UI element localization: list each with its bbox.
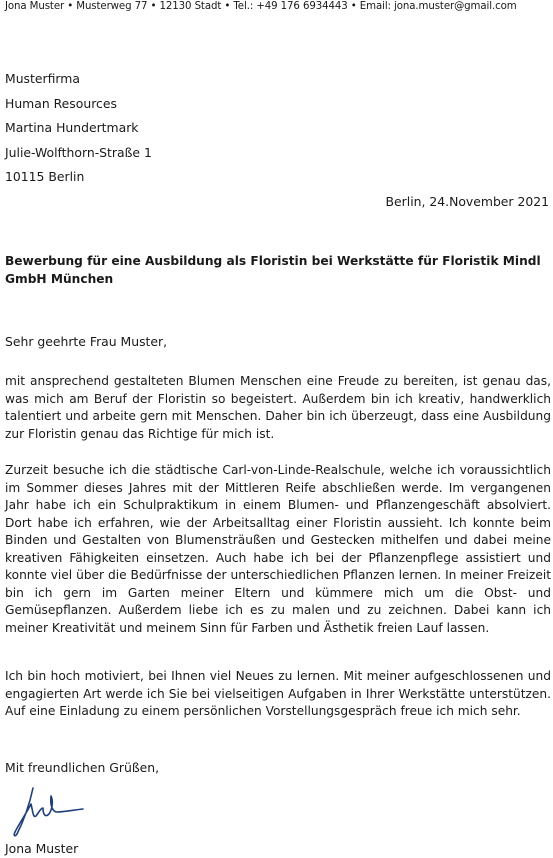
letter-date: Berlin, 24.November 2021 [385,194,549,209]
recipient-street: Julie-Wolfthorn-Straße 1 [5,144,152,160]
handwritten-signature [3,782,103,838]
salutation: Sehr geehrte Frau Muster, [5,334,168,349]
recipient-company: Musterfirma [5,71,80,86]
sender-address-line: Jona Muster • Musterweg 77 • 12130 Stadt • Tel.: +49 176 6934443 • Email: jona.muster@gmail.com [5,1,517,12]
body-paragraph: Zurzeit besuche ich die städtische Carl-von-Linde-Realschule, welche ich voraussichtlich im Sommer dieses Jahres mit der Mittleren Reife abschließen werde. Im vergangenen Jahr habe ich ein Schulpraktikum in einem Blumen- und Pflanzengeschäft absolviert. Dort habe ich erfahren, wie der Arbeitsalltag einer Floristin aussieht. Ich konnte beim Binden und Gestalten von Blumensträußen und Gestecken mithelfen und dabei meine kreativen Fähigkeiten einsetzen. Auch habe ich bei der Pflanzenpflege assistiert und konnte viel über die Bedürfnisse der unterschiedlichen Pflanzen lernen. In meiner Freizeit bin ich gern im Garten meiner Eltern und kümmere mich um die Obst- und Gemüsepflanzen. Außerdem liebe ich es zu malen und zu zeichnen. Dabei kann ich meiner Kreativität und meinem Sinn für Farben und Ästhetik freien Lauf lassen. [5,463,551,635]
recipient-address-block [5,69,152,192]
letter-subject: Bewerbung für eine Ausbildung als Floristin bei Werkstätte für Floristik Mindl GmbH München [5,254,541,286]
recipient-department: Human Resources [5,95,117,111]
body-paragraph: mit ansprechend gestalteten Blumen Menschen eine Freude zu bereiten, ist genau das, was mich am Beruf der Floristin so begeistert. Außerdem bin ich kreativ, handwerklich talentiert und arbeite gern mit Menschen. Daher bin ich überzeugt, dass eine Ausbildung zur Floristin genau das Richtige für mich ist. [5,374,551,441]
recipient-name: Martina Hundertmark [5,120,139,135]
closing-phrase: Mit freundlichen Grüßen, [5,760,160,775]
signer-name: Jona Muster [5,841,79,856]
body-paragraph: Ich bin hoch motiviert, bei Ihnen viel Neues zu lernen. Mit meiner aufgeschlossenen und engagierten Art werde ich Sie bei vielseitigen Aufgaben in Ihrer Werkstätte unterstützen. Auf eine Einladung zu einem persönlichen Vorstellungsgespräch freue ich mich sehr. [5,669,551,718]
signature-stroke [14,788,83,836]
recipient-city: 10115 Berlin [5,169,85,184]
